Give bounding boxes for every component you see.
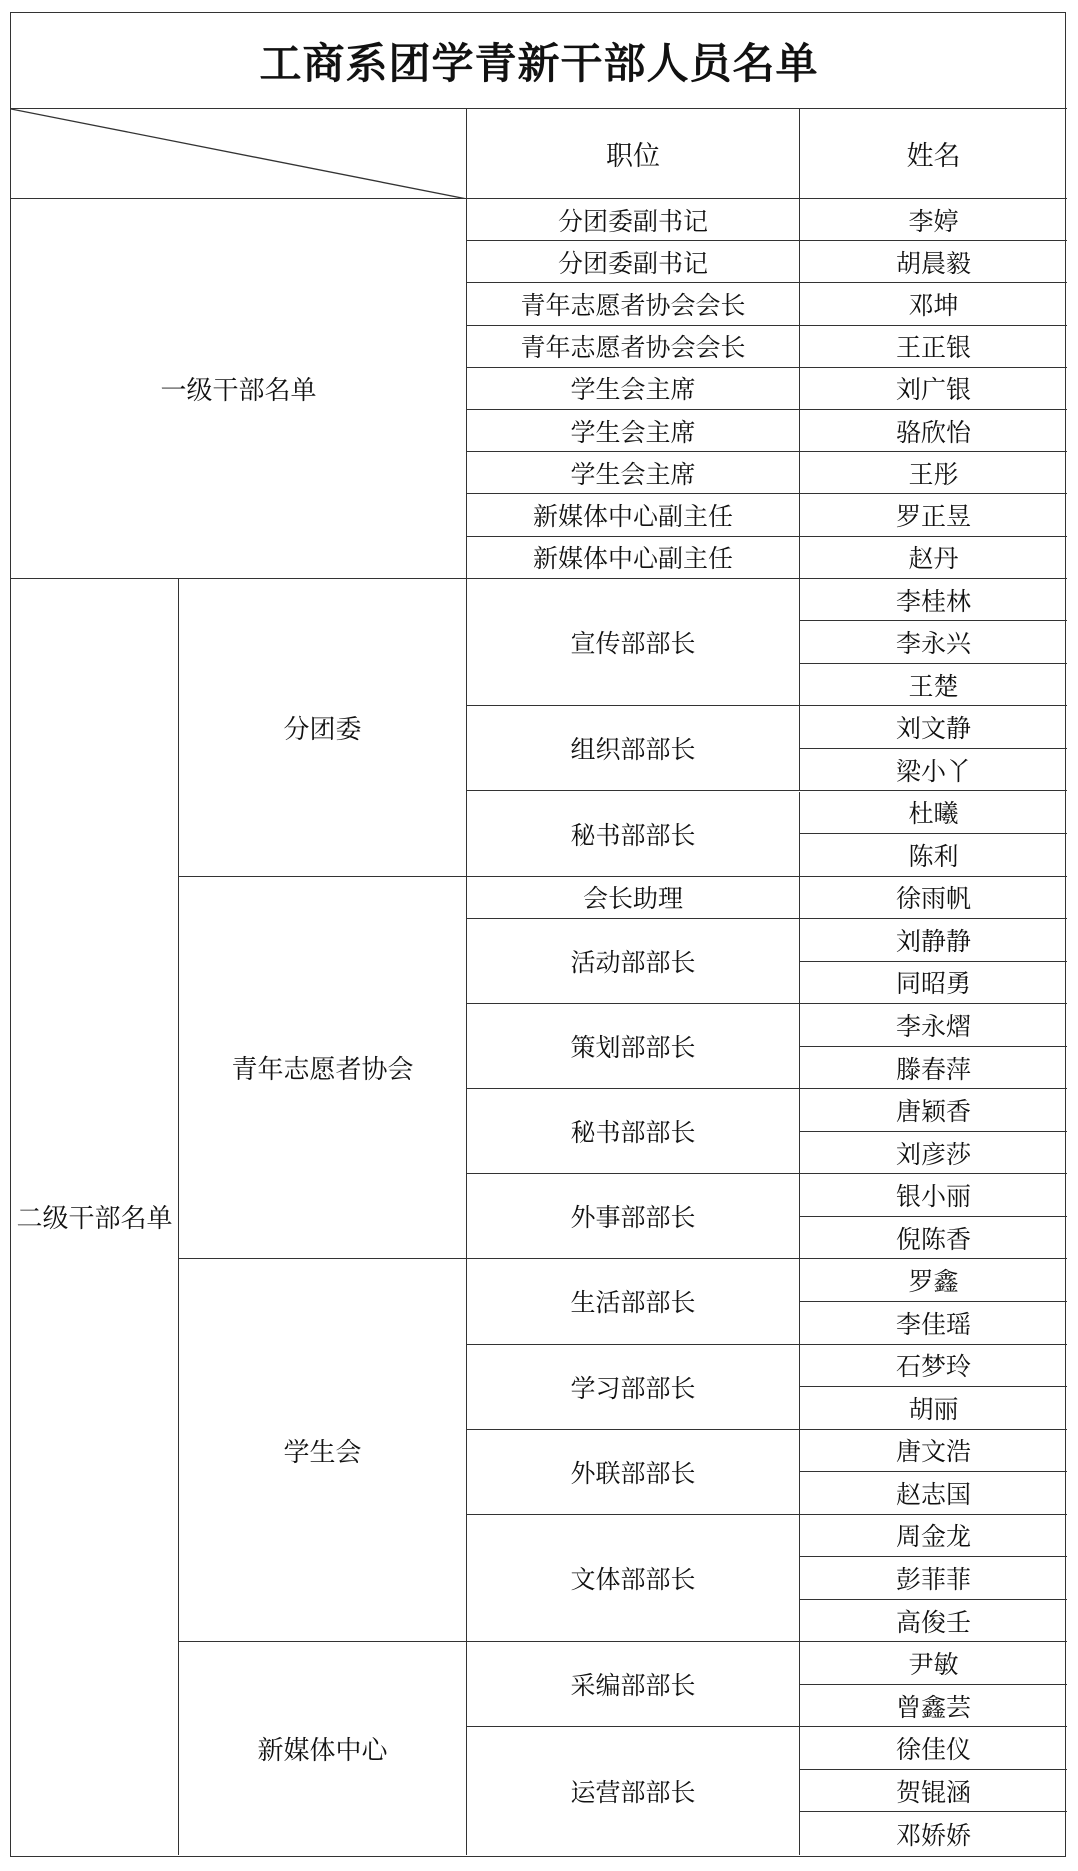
level1-position-cell: 青年志愿者协会会长 bbox=[467, 326, 800, 368]
level2-name-cell: 徐雨帆 bbox=[800, 877, 1067, 920]
level2-position-cell: 外事部部长 bbox=[467, 1174, 800, 1259]
level2-position-cell: 采编部部长 bbox=[467, 1642, 800, 1727]
level2-name-cell: 同昭勇 bbox=[800, 962, 1067, 1005]
level2-name-cell: 滕春萍 bbox=[800, 1047, 1067, 1090]
level2-name-cell: 倪陈香 bbox=[800, 1217, 1067, 1260]
level2-name-cell: 陈利 bbox=[800, 834, 1067, 877]
level2-position-cell: 活动部部长 bbox=[467, 919, 800, 1004]
level1-name-cell: 王正银 bbox=[800, 326, 1067, 368]
org-cell: 分团委 bbox=[179, 579, 467, 877]
level2-name-cell: 李永兴 bbox=[800, 621, 1067, 664]
level2-name-cell: 杜曦 bbox=[800, 792, 1067, 835]
level2-name-cell: 银小丽 bbox=[800, 1174, 1067, 1217]
level2-position-cell: 外联部部长 bbox=[467, 1430, 800, 1515]
level2-position-cell: 秘书部部长 bbox=[467, 1089, 800, 1174]
level2-name-cell: 石梦玲 bbox=[800, 1345, 1067, 1388]
level2-name-cell: 刘静静 bbox=[800, 919, 1067, 962]
org-cell: 学生会 bbox=[179, 1259, 467, 1642]
level2-name-cell: 刘文静 bbox=[800, 706, 1067, 749]
level2-position-cell: 宣传部部长 bbox=[467, 579, 800, 707]
level1-name-cell: 骆欣怡 bbox=[800, 410, 1067, 452]
level2-name-cell: 周金龙 bbox=[800, 1515, 1067, 1558]
level1-position-cell: 青年志愿者协会会长 bbox=[467, 283, 800, 325]
page-title: 工商系团学青新干部人员名单 bbox=[11, 13, 1067, 109]
level2-name-cell: 唐颖香 bbox=[800, 1089, 1067, 1132]
level1-label: 一级干部名单 bbox=[11, 199, 467, 579]
level2-position-cell: 运营部部长 bbox=[467, 1727, 800, 1855]
level1-name-cell: 胡晨毅 bbox=[800, 241, 1067, 283]
level2-name-cell: 唐文浩 bbox=[800, 1430, 1067, 1473]
level2-name-cell: 刘彦莎 bbox=[800, 1132, 1067, 1175]
level2-name-cell: 尹敏 bbox=[800, 1642, 1067, 1685]
level1-position-cell: 新媒体中心副主任 bbox=[467, 494, 800, 536]
level2-name-cell: 罗鑫 bbox=[800, 1259, 1067, 1302]
level1-position-cell: 学生会主席 bbox=[467, 410, 800, 452]
level2-position-cell: 生活部部长 bbox=[467, 1259, 800, 1344]
level2-name-cell: 李桂林 bbox=[800, 579, 1067, 622]
level2-position-cell: 秘书部部长 bbox=[467, 792, 800, 877]
level2-name-cell: 胡丽 bbox=[800, 1387, 1067, 1430]
level2-name-cell: 王楚 bbox=[800, 664, 1067, 707]
level2-position-cell: 学习部部长 bbox=[467, 1345, 800, 1430]
org-cell: 新媒体中心 bbox=[179, 1642, 467, 1855]
roster-table bbox=[10, 12, 1066, 1857]
level1-position-cell: 分团委副书记 bbox=[467, 241, 800, 283]
level2-position-cell: 策划部部长 bbox=[467, 1004, 800, 1089]
level2-name-cell: 李永熠 bbox=[800, 1004, 1067, 1047]
level2-name-cell: 赵志国 bbox=[800, 1472, 1067, 1515]
level2-name-cell: 高俊壬 bbox=[800, 1600, 1067, 1643]
level1-position-cell: 新媒体中心副主任 bbox=[467, 537, 800, 579]
level2-position-cell: 组织部部长 bbox=[467, 706, 800, 791]
level1-name-cell: 罗正昱 bbox=[800, 494, 1067, 536]
org-cell: 青年志愿者协会 bbox=[179, 877, 467, 1260]
level2-name-cell: 彭菲菲 bbox=[800, 1557, 1067, 1600]
level2-name-cell: 徐佳仪 bbox=[800, 1727, 1067, 1770]
level2-name-cell: 贺锟涵 bbox=[800, 1770, 1067, 1813]
level2-name-cell: 李佳瑶 bbox=[800, 1302, 1067, 1345]
level2-position-cell: 会长助理 bbox=[467, 877, 800, 920]
level1-position-cell: 学生会主席 bbox=[467, 368, 800, 410]
level1-name-cell: 王彤 bbox=[800, 452, 1067, 494]
level2-name-cell: 梁小丫 bbox=[800, 749, 1067, 792]
header-diagonal-divider bbox=[11, 13, 1067, 199]
level1-name-cell: 邓坤 bbox=[800, 283, 1067, 325]
level2-position-cell: 文体部部长 bbox=[467, 1515, 800, 1643]
header-name: 姓名 bbox=[800, 109, 1067, 199]
level2-label: 二级干部名单 bbox=[11, 579, 179, 1855]
level1-name-cell: 赵丹 bbox=[800, 537, 1067, 579]
level1-position-cell: 学生会主席 bbox=[467, 452, 800, 494]
level2-name-cell: 邓娇娇 bbox=[895, 1820, 971, 1850]
header-position: 职位 bbox=[467, 109, 800, 199]
level2-name-cell: 曾鑫芸 bbox=[800, 1685, 1067, 1728]
level1-name-cell: 刘广银 bbox=[800, 368, 1067, 410]
level1-position-cell: 分团委副书记 bbox=[467, 199, 800, 241]
diagonal-line bbox=[11, 109, 467, 199]
level1-name-cell: 李婷 bbox=[800, 199, 1067, 241]
